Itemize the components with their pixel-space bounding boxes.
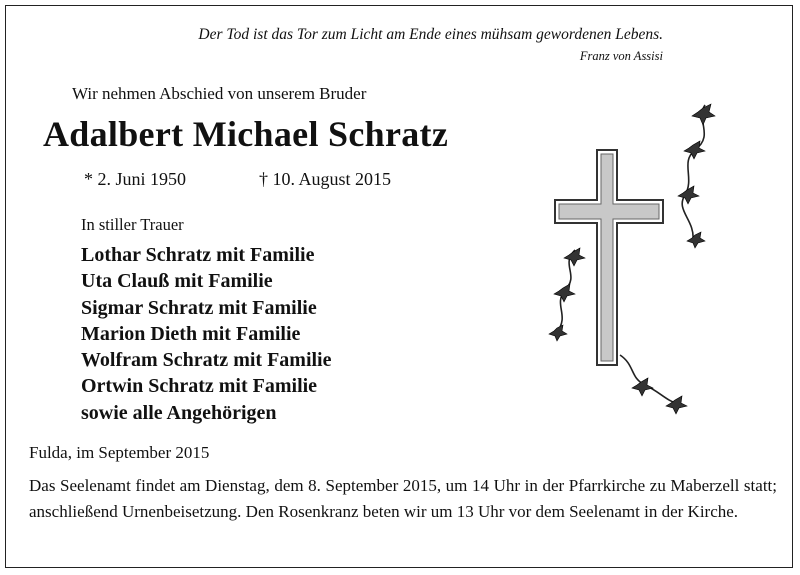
mourner-item: Sigmar Schratz mit Familie xyxy=(81,296,317,319)
mourner-item: Ortwin Schratz mit Familie xyxy=(81,375,318,398)
quote-text: Der Tod ist das Tor zum Licht am Ende eines mühsam gewordenen Lebens. xyxy=(198,26,663,43)
mourner-item: Uta Clauß mit Familie xyxy=(81,270,273,293)
mourner-item: Wolfram Schratz mit Familie xyxy=(81,349,332,372)
mourner-item: sowie alle Angehörigen xyxy=(81,401,277,424)
mourner-item: Marion Dieth mit Familie xyxy=(81,322,301,345)
service-notice: Das Seelenamt findet am Dienstag, dem 8. September 2015, um 14 Uhr in der Pfarrkirche zu Maberzell statt; anschließend Urnenbeisetzung. Den Rosenkranz beten wir um 13 Uhr vor dem Seelenamt in der Kirche. xyxy=(29,476,777,521)
cross-with-ivy-icon xyxy=(545,100,725,430)
deceased-name: Adalbert Michael Schratz xyxy=(43,114,449,154)
intro-text: Wir nehmen Abschied von unserem Bruder xyxy=(72,84,367,103)
death-date: † 10. August 2015 xyxy=(259,169,392,189)
birth-date: * 2. Juni 1950 xyxy=(84,169,187,189)
mourners-list xyxy=(81,242,332,426)
place-date: Fulda, im September 2015 xyxy=(29,443,210,462)
mourning-label: In stiller Trauer xyxy=(81,215,184,234)
mourner-item: Lothar Schratz mit Familie xyxy=(81,244,315,266)
quote-author: Franz von Assisi xyxy=(579,49,663,63)
